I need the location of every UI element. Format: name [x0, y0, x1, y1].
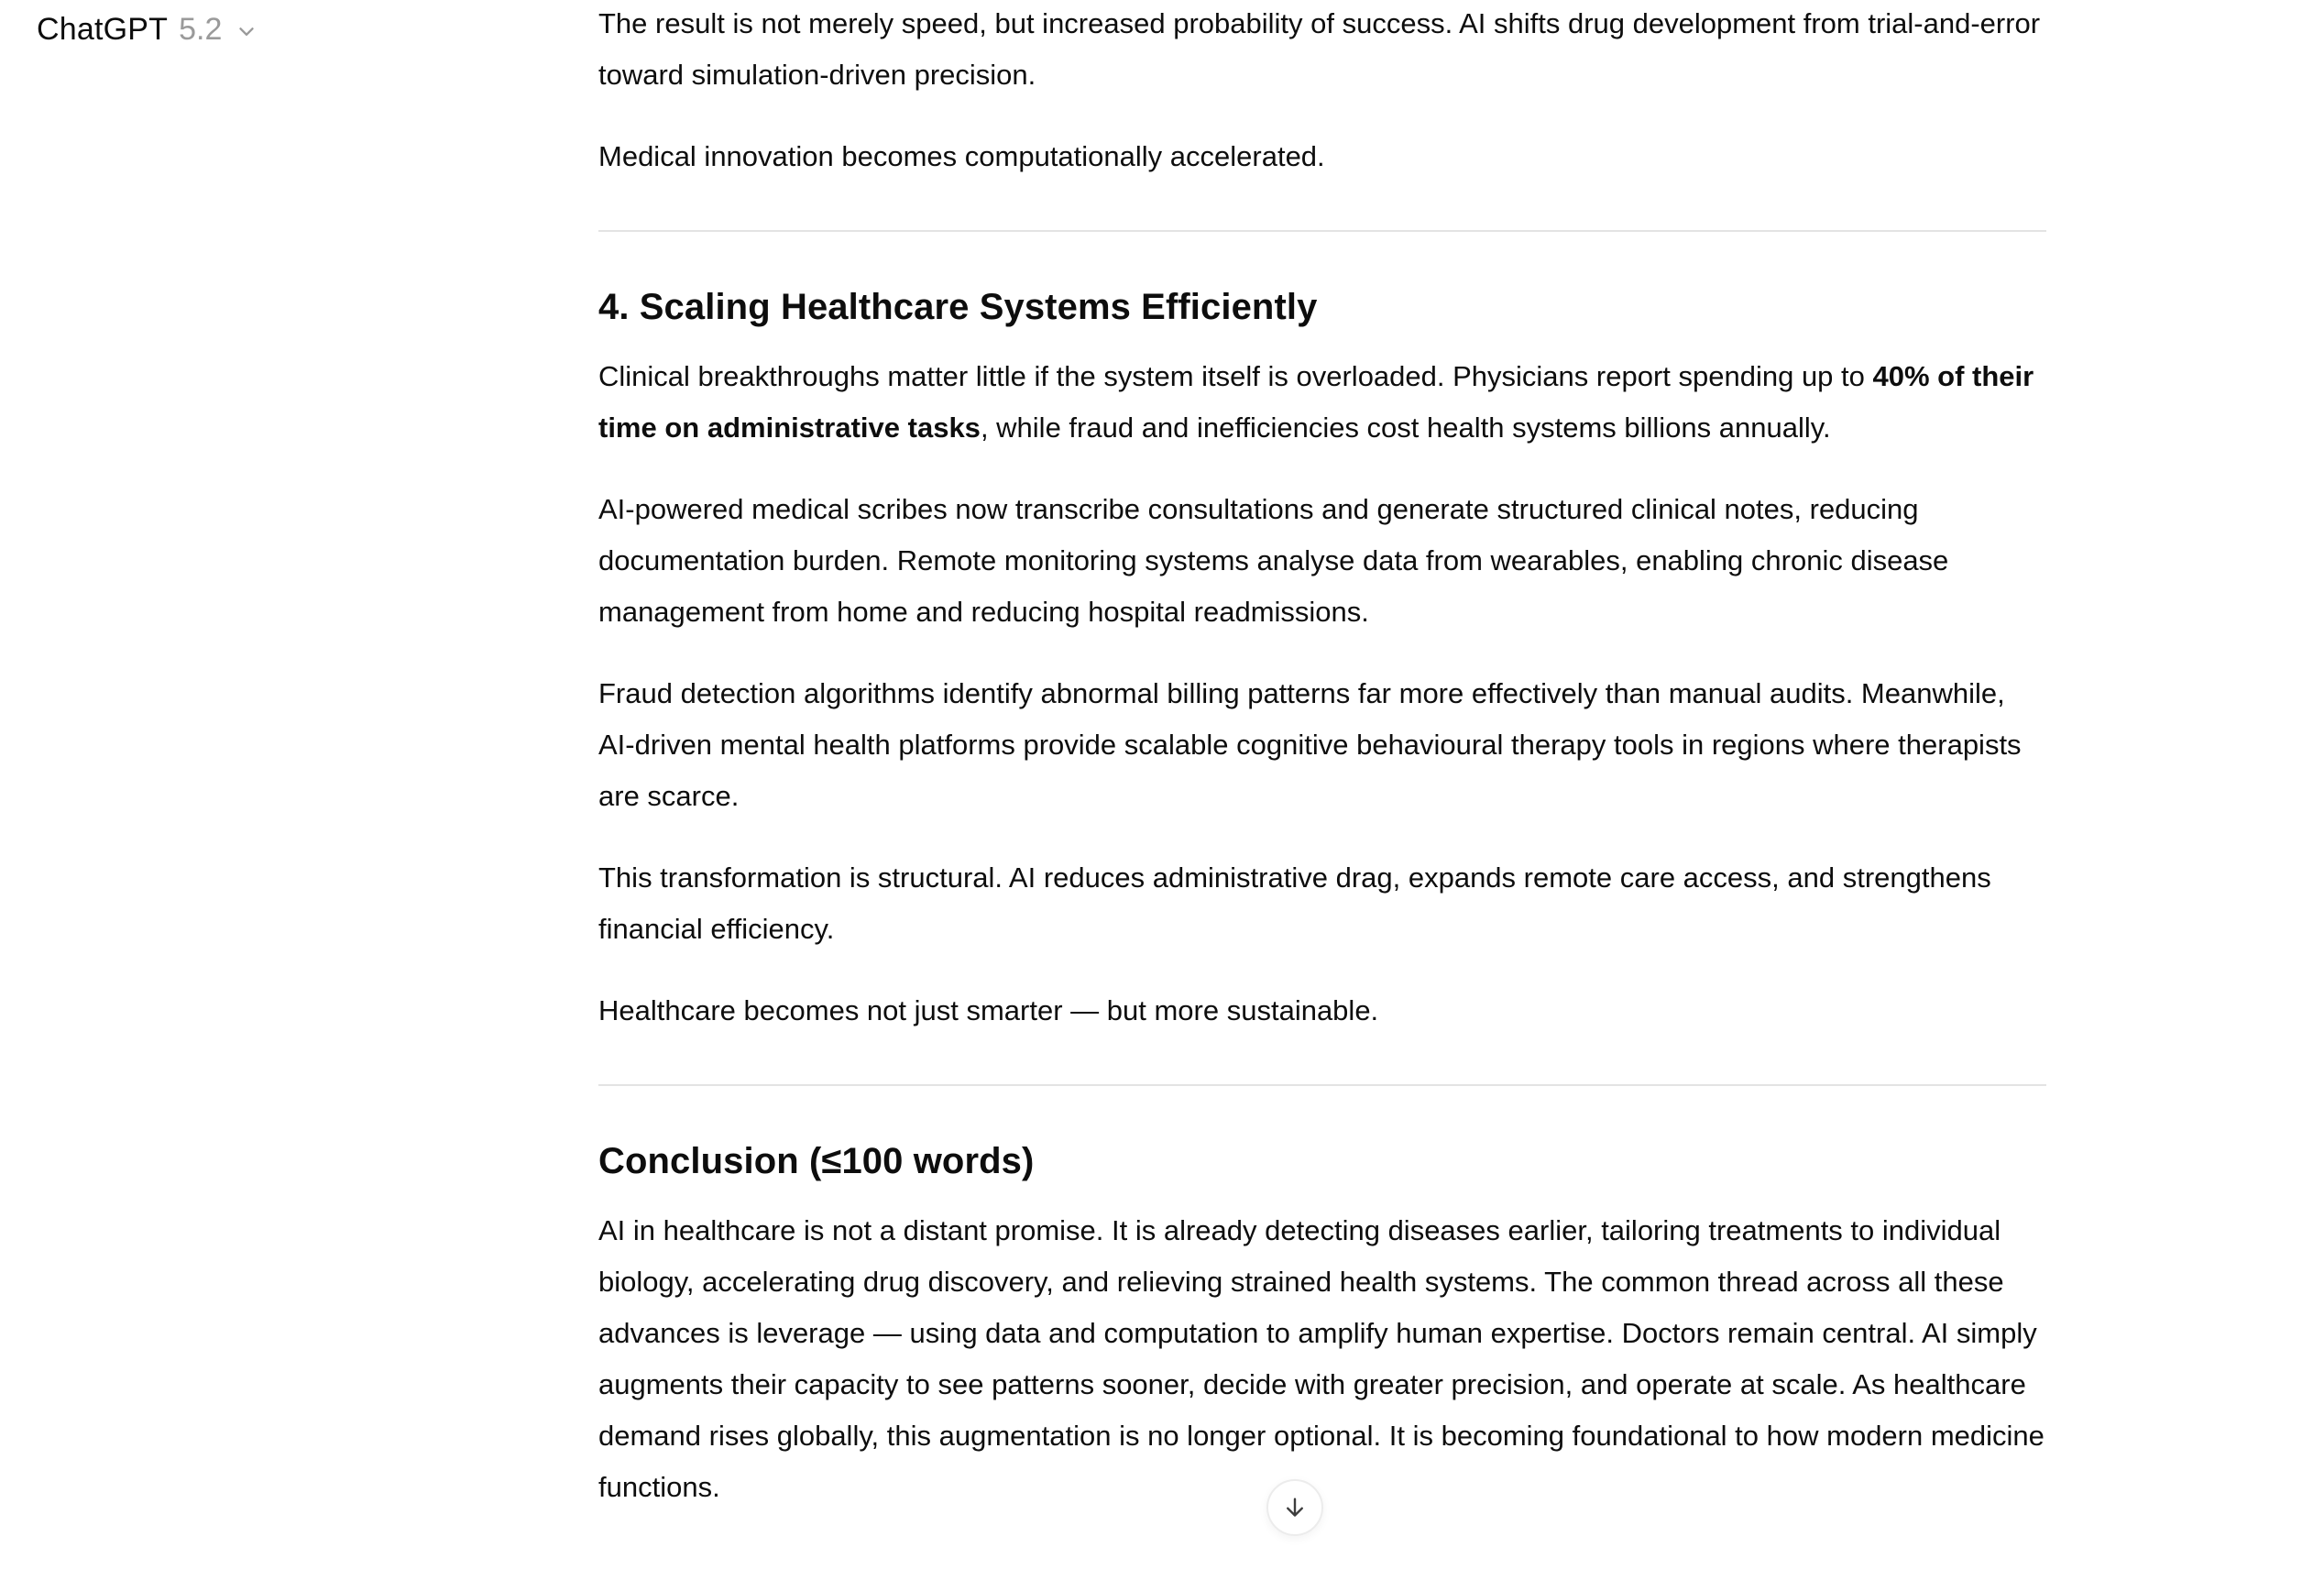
section-heading-scaling: 4. Scaling Healthcare Systems Efficiently [598, 287, 1318, 327]
section-divider [598, 230, 2046, 232]
paragraph-text-pre-bold: Clinical breakthroughs matter little if the system itself is overloaded. Physicians report spending up to [598, 360, 1873, 392]
section-divider [598, 1084, 2046, 1086]
message-paragraph-intro-2: Medical innovation becomes computationally accelerated. [598, 140, 1325, 172]
chevron-down-icon [235, 19, 258, 43]
app-title: ChatGPT [37, 11, 169, 47]
message-paragraph-fraud: Fraud detection algorithms identify abnormal billing patterns far more effectively than manual audits. Meanwhile, AI-driven mental health platforms provide scalable cognitive behavioural therapy tools in regions where therapists are scarce. [598, 677, 2022, 812]
message-paragraph-sustainable: Healthcare becomes not just smarter — but more sustainable. [598, 994, 1379, 1026]
assistant-message [598, 0, 2046, 1543]
section-heading-conclusion: Conclusion (≤100 words) [598, 1141, 1035, 1181]
message-paragraph-conclusion: AI in healthcare is not a distant promise. It is already detecting diseases earlier, tailoring treatments to individual biology, accelerating drug discovery, and relieving strained health systems. The common thread across all these advances is leverage — using data and computation to amplify human expertise. Doctors remain central. AI simply augments their capacity to see patterns sooner, decide with greater precision, and operate at scale. As healthcare demand rises globally, this augmentation is no longer optional. It is becoming foundational to how modern medicine functions. [598, 1214, 2044, 1503]
paragraph-text-bold: 40% of their time on administrative tasks [598, 360, 2034, 444]
model-version-label: 5.2 [179, 11, 223, 47]
message-paragraph-scribes: AI-powered medical scribes now transcribe consultations and generate structured clinical notes, reducing documentation burden. Remote monitoring systems analyse data from wearables, enabling chronic disease management from home and reducing hospital readmissions. [598, 493, 1949, 628]
message-paragraph-admin [598, 351, 2046, 454]
message-paragraph-structural: This transformation is structural. AI reduces administrative drag, expands remote care access, and strengthens financial efficiency. [598, 861, 1991, 945]
arrow-down-icon [1280, 1493, 1310, 1522]
paragraph-text-post-bold: , while fraud and inefficiencies cost health systems billions annually. [980, 411, 1831, 444]
scroll-to-bottom-button[interactable] [1266, 1479, 1323, 1536]
model-switcher[interactable] [37, 5, 258, 53]
message-paragraph-intro-1: The result is not merely speed, but increased probability of success. AI shifts drug development from trial-and-error toward simulation-driven precision. [598, 7, 2041, 91]
